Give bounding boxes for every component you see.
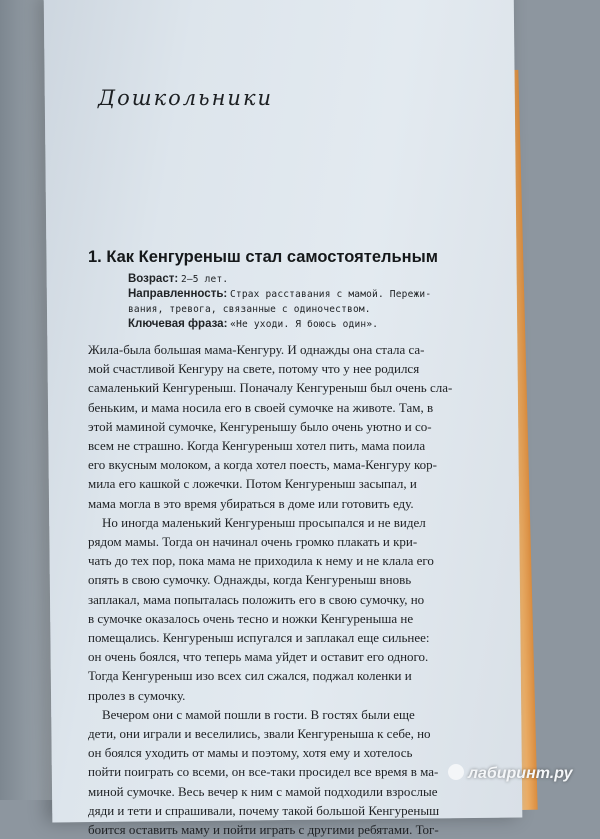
meta-value: 2–5 лет. — [180, 274, 229, 285]
body-line: в сумочке оказалось очень тесно и ножки Кенгуреныша не — [88, 610, 414, 626]
body-line: пойти поиграть со всеми, он все-таки просидел все время в ма- — [88, 764, 439, 780]
body-line: его вкусным молоком, а когда хотел поесть, мама-Кенгуру кор- — [88, 457, 437, 473]
body-line: рядом мамы. Тогда он начинал очень громко плакать и кри- — [88, 534, 418, 550]
meta-value: «Не уходи. Я боюсь один». — [230, 319, 379, 330]
body-line: самаленький Кенгуреныш. Поначалу Кенгуреныш был очень сла- — [88, 380, 453, 396]
meta-value: Страх расставания с мамой. Пережи- — [229, 289, 432, 300]
body-line: помещались. Кенгуреныш испугался и заплакал еще сильнее: — [88, 630, 430, 646]
body-line: он очень боялся, что теперь мама уйдет и оставит его одного. — [88, 649, 429, 665]
meta-key: Направленность: — [128, 288, 228, 300]
watermark-logo-icon — [448, 764, 464, 780]
body-line: дяди и тети и спрашивали, почему такой большой Кенгуреныш — [88, 802, 440, 818]
body-line: всем не страшно. Когда Кенгуреныш хотел пить, мама поила — [88, 438, 426, 454]
body-line: мила его кашкой с ложечки. Потом Кенгуреныш засыпал, и — [88, 476, 417, 492]
meta-row-key-phrase — [128, 317, 468, 332]
watermark-text: лабиринт.ру — [468, 765, 573, 782]
body-line: беньким, и мама носила его в своей сумочке на животе. Там, в — [88, 399, 434, 415]
meta-row-focus — [128, 287, 468, 302]
body-line: дети, они играли и веселились, звали Кенгуреныша к себе, но — [88, 726, 431, 742]
meta-row-focus-cont — [128, 302, 468, 317]
body-line: миной сумочке. Весь вечер к ним с мамой подходили взрослые — [88, 783, 438, 799]
body-line: боится оставить маму и пойти играть с другими ребятами. Тог- — [88, 822, 439, 838]
body-line: Тогда Кенгуреныш изо всех сил сжался, поджал коленки и — [88, 668, 412, 684]
body-line: мама могла в это время убираться в доме или готовить еду. — [88, 495, 414, 511]
body-line: Жила-была большая мама-Кенгуру. И однажды она стала са- — [88, 342, 425, 357]
body-line: опять в свою сумочку. Однажды, когда Кенгуреныш вновь — [88, 572, 412, 588]
body-line: пролез в сумочку. — [88, 687, 186, 703]
body-line: Но иногда маленький Кенгуреныш просыпался и не видел — [102, 514, 426, 530]
meta-key: Ключевая фраза: — [128, 318, 228, 330]
body-text — [88, 340, 488, 839]
body-line: Вечером они с мамой пошли в гости. В гостях были еще — [102, 706, 415, 722]
body-line: этой маминой сумочке, Кенгуренышу было очень уютно и со- — [88, 418, 432, 434]
body-line: он боялся уходить от мамы и поэтому, хотя ему и хотелось — [88, 745, 413, 761]
meta-value: вания, тревога, связанные с одиночеством. — [128, 304, 371, 315]
body-line: заплакал, мама попыталась положить его в свою сумочку, но — [88, 591, 425, 607]
meta-row-age — [128, 272, 468, 287]
chapter-title: 1. Как Кенгуреныш стал самостоятельным — [88, 248, 438, 266]
body-line: чать до тех пор, пока мама не приходила к нему и не клала его — [88, 553, 434, 569]
watermark — [448, 764, 572, 783]
section-title: Дошкольники — [98, 86, 274, 110]
meta-key: Возраст: — [128, 273, 179, 285]
body-line: мой счастливой Кенгуру на свете, потому что у нее родился — [88, 361, 420, 377]
chapter-meta — [128, 272, 468, 332]
